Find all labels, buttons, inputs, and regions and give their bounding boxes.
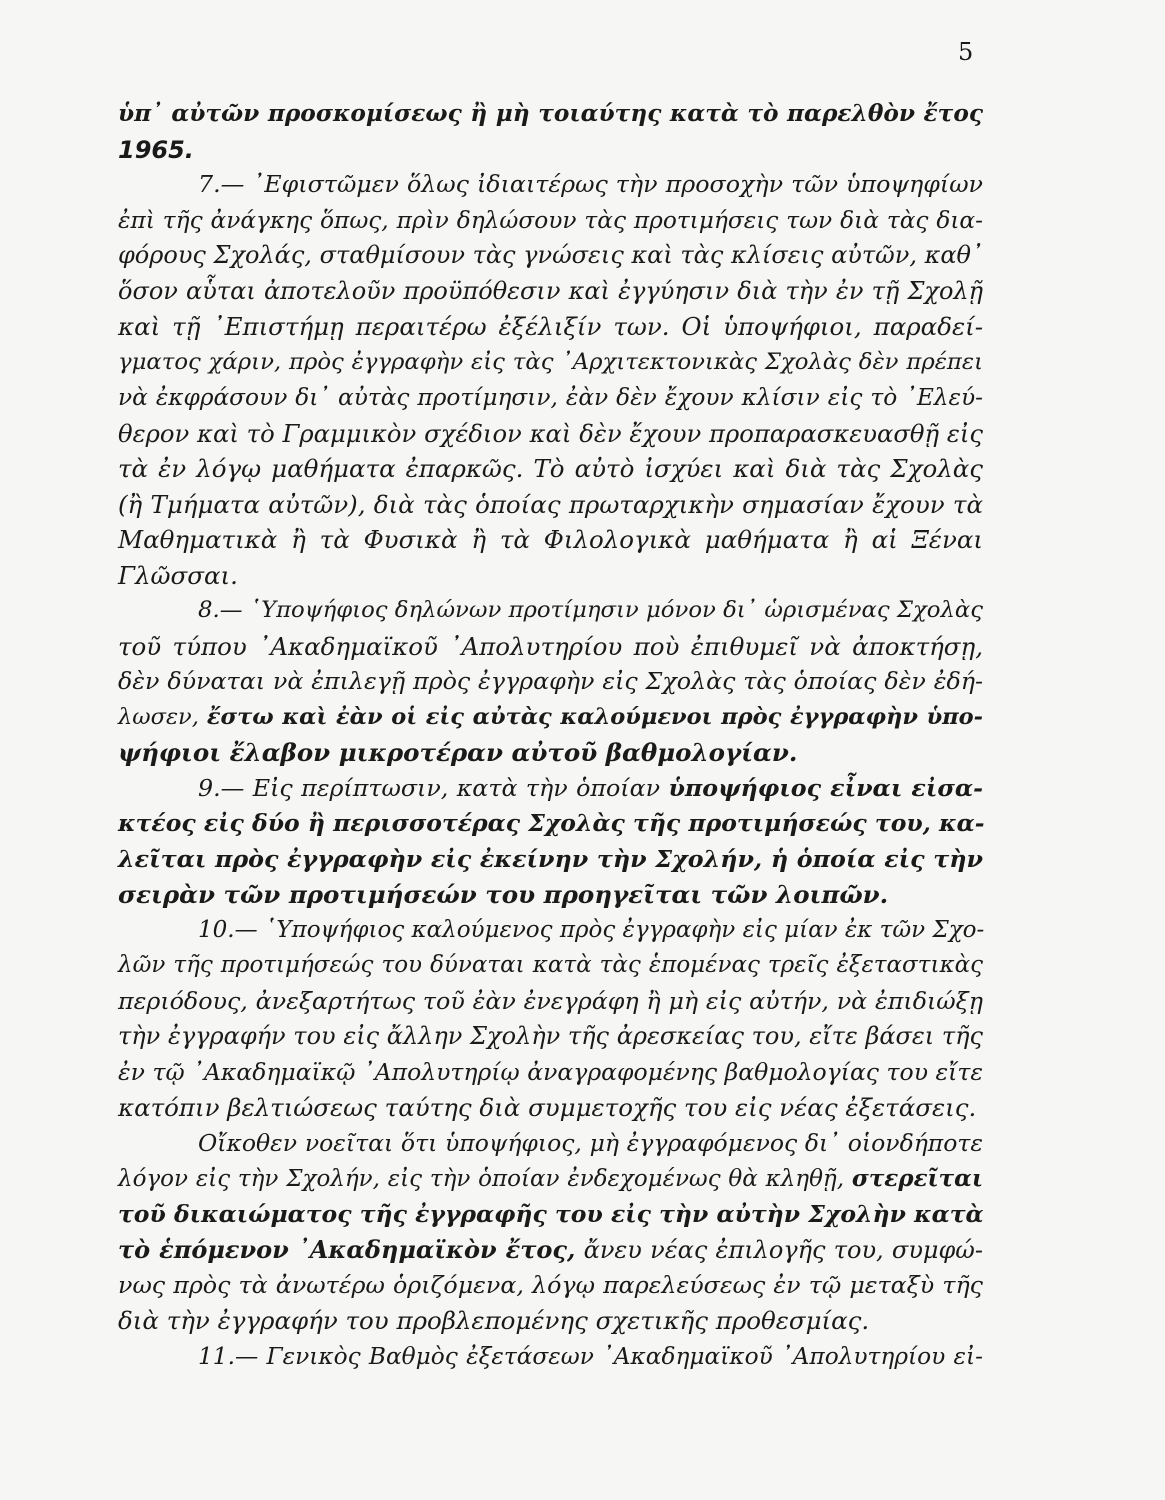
text-line: [118, 451, 983, 487]
bold-run: τοῦ δικαιώματος τῆς ἐγγραφῆς του εἰς τὴν αὐτὴν Σχολὴν κατὰ: [118, 1199, 984, 1228]
text-line: [118, 1090, 983, 1126]
text-line: [118, 700, 983, 736]
text-line: [118, 1303, 983, 1339]
text-line: [118, 842, 983, 878]
text-line: [118, 1161, 983, 1197]
text-line: [118, 664, 983, 700]
text-line: [118, 1019, 983, 1055]
text-run: λωσεν,: [118, 703, 207, 730]
text-run: θερον καὶ τὸ Γραμμικὸν σχέδιον καὶ δὲν ἔχουν προπαρασκευασθῇ εἰς: [118, 418, 983, 448]
text-line: [118, 274, 983, 310]
text-run: ἄνευ νέας ἐπιλογῆς του, συμφώ-: [575, 1236, 983, 1264]
text-line: [118, 1197, 983, 1233]
text-run: φόρους Σχολάς, σταθμίσουν τὰς γνώσεις καὶ τὰς κλίσεις αὐτῶν, καθ᾽: [118, 241, 983, 269]
text-run: νὰ ἐκφράσουν δι᾽ αὐτὰς προτίμησιν, ἐὰν δὲν ἔχουν κλίσιν εἰς τὸ ᾽Ελεύ-: [118, 384, 983, 411]
text-run: Γλῶσσαι.: [118, 560, 238, 590]
text-run: διὰ τὴν ἐγγραφήν του προβλεπομένης σχετικῆς προθεσμίας.: [118, 1306, 870, 1335]
text-run: δὲν δύναται νὰ ἐπιλεγῇ πρὸς ἐγγραφὴν εἰς Σχολὰς τὰς ὁποίας δὲν ἐδή-: [118, 667, 983, 695]
text-run: ἐν τῷ ᾽Ακαδημαϊκῷ ᾽Απολυτηρίῳ ἀναγραφομένης βαθμολογίας του εἴτε: [118, 1057, 983, 1086]
text-run: καὶ τῇ ᾽Επιστήμῃ περαιτέρω ἐξέλιξίν των. Οἱ ὑποψήφιοι, παραδεί-: [118, 312, 983, 341]
body-text: [118, 96, 983, 1374]
text-run: (ἢ Τμήματα αὐτῶν), διὰ τὰς ὁποίας πρωταρχικὴν σημασίαν ἔχουν τὰ: [118, 489, 983, 519]
text-run: 8.— ῾Υποψήφιος δηλώνων προτίμησιν μόνον δι᾽ ὡρισμένας Σχολὰς: [198, 597, 983, 623]
text-run: τὴν ἐγγραφήν του εἰς ἄλλην Σχολὴν τῆς ἀρεσκείας του, εἴτε βάσει τῆς: [118, 1022, 983, 1050]
text-run: κατόπιν βελτιώσεως ταύτης διὰ συμμετοχῆς του εἰς νέας ἐξετάσεις.: [118, 1093, 977, 1122]
text-line: [118, 984, 983, 1020]
bold-run: τὸ ἑπόμενον ᾽Ακαδημαϊκὸν ἔτος,: [118, 1235, 576, 1264]
bold-run: ὑποψήφιος εἶναι εἰσα-: [668, 773, 983, 802]
text-line: [118, 167, 983, 203]
text-line: [118, 1232, 983, 1268]
text-line: [118, 203, 983, 239]
bold-run: κτέος εἰς δύο ἢ περισσοτέρας Σχολὰς τῆς προτιμήσεώς του, κα-: [118, 809, 985, 837]
text-run: Οἴκοθεν νοεῖται ὅτι ὑποψήφιος, μὴ ἐγγραφόμενος δι᾽ οἱονδήποτε: [198, 1128, 983, 1157]
text-line: [118, 1055, 983, 1091]
bold-run: λεῖται πρὸς ἐγγραφὴν εἰς ἐκείνην τὴν Σχολήν, ἡ ὁποία εἰς τὴν: [118, 844, 983, 873]
text-line: [118, 948, 983, 984]
text-run: Μαθηματικὰ ἢ τὰ Φυσικὰ ἢ τὰ Φιλολογικὰ μαθήματα ἢ αἱ Ξέναι: [118, 525, 983, 554]
text-run: ἐπὶ τῆς ἀνάγκης ὅπως, πρὶν δηλώσουν τὰς προτιμήσεις των διὰ τὰς δια-: [118, 206, 983, 234]
text-run: 11.— Γενικὸς Βαθμὸς ἐξετάσεων ᾽Ακαδημαϊκοῦ ᾽Απολυτηρίου εἰ-: [198, 1342, 983, 1370]
text-line: [118, 629, 983, 665]
page-number: 5: [958, 38, 974, 66]
text-line: [118, 238, 983, 274]
text-line: [118, 1339, 983, 1375]
year-text: 1965.: [118, 135, 194, 164]
bold-run: στερεῖται: [851, 1165, 983, 1192]
text-line: [118, 735, 983, 771]
text-run: λόγον εἰς τὴν Σχολήν, εἰς τὴν ὁποίαν ἐνδεχομένως θὰ κληθῇ,: [118, 1166, 852, 1192]
text-line: [118, 806, 983, 842]
text-line: [118, 345, 983, 381]
text-line: [118, 877, 983, 913]
text-line: [118, 1268, 983, 1304]
text-run: ὑπ᾽ αὐτῶν προσκομίσεως ἢ μὴ τοιαύτης κατὰ τὸ παρελθὸν ἔτος: [118, 100, 983, 127]
text-run: ὅσον αὗται ἀποτελοῦν προϋπόθεσιν καὶ ἐγγύησιν διὰ τὴν ἐν τῇ Σχολῇ: [118, 276, 983, 305]
text-line: [118, 96, 983, 132]
text-line: [118, 593, 983, 629]
text-line: [118, 558, 983, 594]
bold-run: ἔστω καὶ ἐὰν οἱ εἰς αὐτὰς καλούμενοι πρὸς ἐγγραφὴν ὑπο-: [206, 703, 983, 730]
text-line: [118, 1126, 983, 1162]
text-run: λῶν τῆς προτιμήσεώς του δύναται κατὰ τὰς ἑπομένας τρεῖς ἐξεταστικὰς: [118, 952, 983, 978]
text-line: [118, 309, 983, 345]
text-line: [118, 132, 983, 168]
text-run: 10.— ῾Υποψήφιος καλούμενος πρὸς ἐγγραφὴν εἰς μίαν ἐκ τῶν Σχο-: [198, 916, 985, 943]
bold-run: σειρὰν τῶν προτιμήσεών του προηγεῖται τῶν λοιπῶν.: [118, 880, 889, 909]
text-run: γματος χάριν, πρὸς ἐγγραφὴν εἰς τὰς ᾽Αρχιτεκτονικὰς Σχολὰς δὲν πρέπει: [118, 348, 983, 375]
text-line: [118, 416, 983, 452]
text-line: [118, 913, 983, 949]
text-run: 9.— Εἰς περίπτωσιν, κατὰ τὴν ὁποίαν: [198, 773, 669, 802]
text-run: τὰ ἐν λόγῳ μαθήματα ἐπαρκῶς. Τὸ αὐτὸ ἰσχύει καὶ διὰ τὰς Σχολὰς: [118, 454, 983, 483]
text-line: [118, 522, 983, 558]
text-line: [118, 487, 983, 523]
text-run: 7.— ᾽Εφιστῶμεν ὅλως ἰδιαιτέρως τὴν προσοχὴν τῶν ὑποψηφίων: [198, 170, 983, 198]
text-line: [118, 771, 983, 807]
text-line: [118, 380, 983, 416]
text-run: νως πρὸς τὰ ἀνωτέρω ὁριζόμενα, λόγῳ παρελεύσεως ἐν τῷ μεταξὺ τῆς: [118, 1270, 983, 1299]
bold-run: ψήφιοι ἔλαβον μικροτέραν αὐτοῦ βαθμολογίαν.: [118, 738, 798, 767]
text-run: τοῦ τύπου ᾽Ακαδημαϊκοῦ ᾽Απολυτηρίου ποὺ ἐπιθυμεῖ νὰ ἀποκτήσῃ,: [118, 631, 983, 661]
text-run: περιόδους, ἀνεξαρτήτως τοῦ ἐὰν ἐνεγράφη ἢ μὴ εἰς αὐτήν, νὰ ἐπιδιώξῃ: [118, 986, 983, 1015]
